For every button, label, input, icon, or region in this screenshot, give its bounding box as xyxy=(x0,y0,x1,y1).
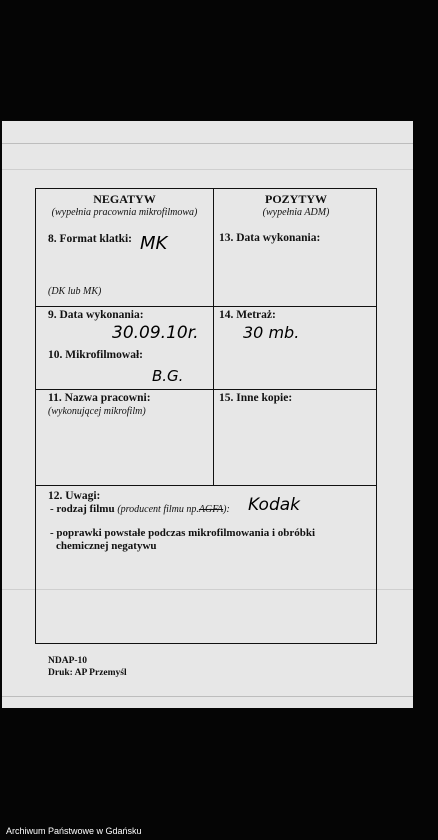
lab-name-note: (wykonującej mikrofilm) xyxy=(48,406,146,417)
row-divider xyxy=(36,485,376,486)
film-type-struck-example: AGFA xyxy=(198,504,224,515)
filmed-by-value: B.G. xyxy=(152,367,184,385)
format-label: 8. Format klatki: xyxy=(48,233,133,245)
record-form xyxy=(35,188,377,644)
film-type-hint: (producent filmu np. xyxy=(117,504,199,515)
print-info: Druk: AP Przemyśl xyxy=(48,668,127,678)
film-type-hint-close: ): xyxy=(223,504,230,515)
format-value: MK xyxy=(140,233,168,254)
scan-artifact xyxy=(2,143,413,144)
pozytyw-subtitle: (wypełnia ADM) xyxy=(262,207,330,218)
film-type-label: - rodzaj filmu xyxy=(50,503,115,515)
filmed-by-label: 10. Mikrofilmował: xyxy=(48,349,143,361)
length-value: 30 mb. xyxy=(243,323,300,342)
exec-date-label: 9. Data wykonania: xyxy=(48,309,144,321)
remarks-label: 12. Uwagi: xyxy=(48,490,101,502)
row-divider xyxy=(36,389,376,390)
scan-artifact xyxy=(2,696,413,697)
row-divider xyxy=(36,306,376,307)
negatyw-subtitle: (wypełnia pracownia mikrofilmowa) xyxy=(51,207,198,218)
pozytyw-title: POZYTYW xyxy=(264,192,327,206)
corrections-line2: chemicznej negatywu xyxy=(56,540,157,552)
archive-name: Archiwum Państwowe w Gdańsku xyxy=(6,826,142,836)
negatyw-title: NEGATYW xyxy=(93,192,156,206)
positive-date-label: 13. Data wykonania: xyxy=(219,232,321,244)
length-label: 14. Metraż: xyxy=(219,309,276,321)
scan-artifact xyxy=(2,169,413,170)
column-divider xyxy=(213,189,214,485)
film-type-value: Kodak xyxy=(248,495,300,515)
format-note: (DK lub MK) xyxy=(48,286,102,297)
other-copies-label: 15. Inne kopie: xyxy=(219,392,293,404)
exec-date-value: 30.09.10r. xyxy=(112,323,199,343)
form-code: NDAP-10 xyxy=(48,656,88,666)
lab-name-label: 11. Nazwa pracowni: xyxy=(48,392,151,404)
corrections-line1: - poprawki powstałe podczas mikrofilmowania i obróbki xyxy=(50,527,316,539)
film-type-line xyxy=(50,503,230,515)
